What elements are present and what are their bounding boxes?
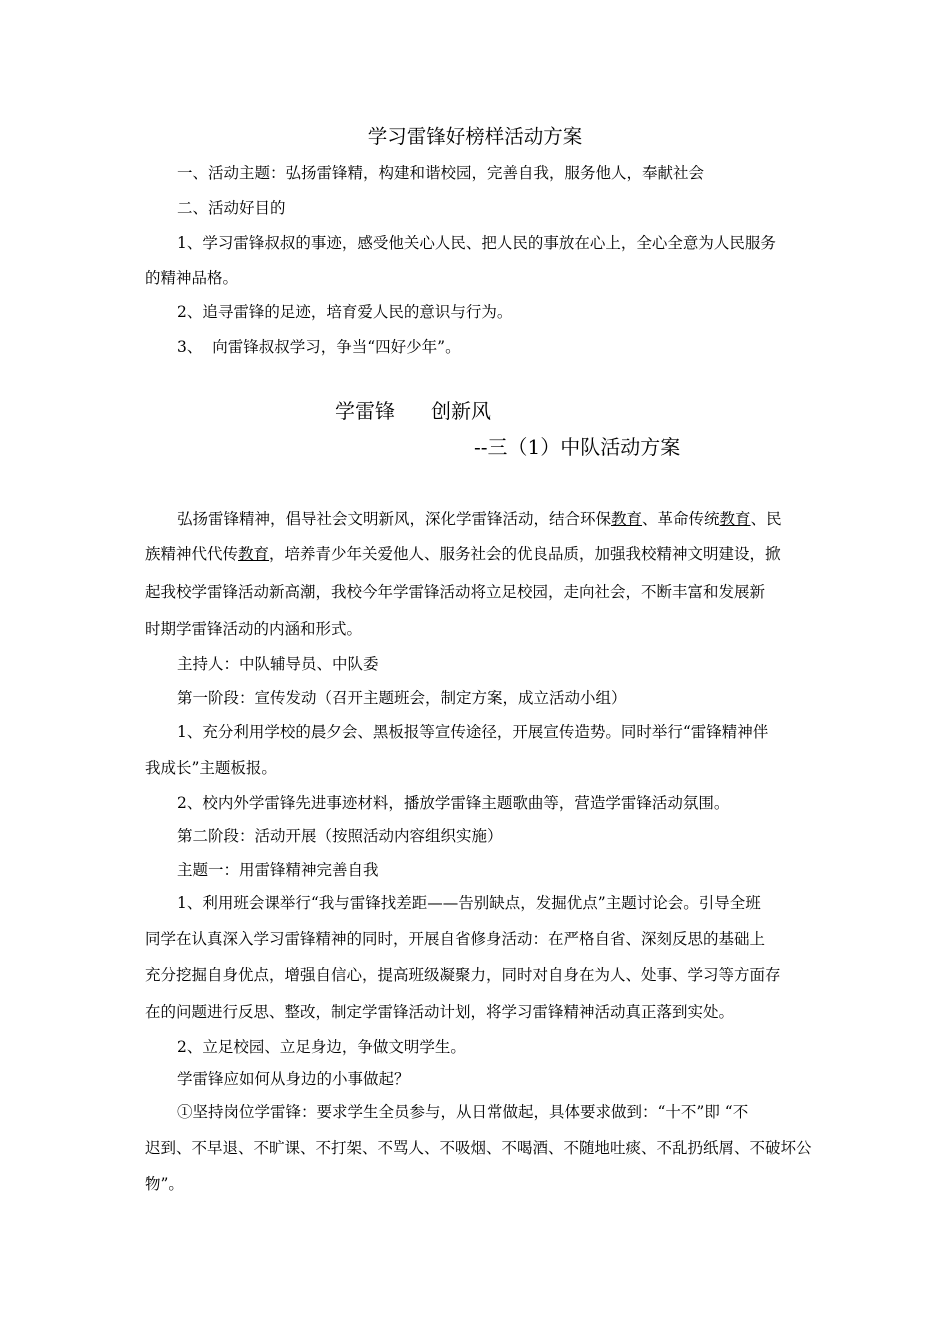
intro-text: 、革命传统 [642,510,720,528]
document-title: 学习雷锋好榜样活动方案 [367,125,583,148]
intro-line-1 [177,509,782,529]
stage-1-item-2: 2、校内外学雷锋先进事迹材料，播放学雷锋主题歌曲等，营造学雷锋活动氛围。 [177,794,730,812]
point-1-line-1: ①坚持岗位学雷锋：要求学生全员参与，从日常做起，具体要求做到：“十不”即 “不 [177,1103,749,1121]
purpose-item-1-line-2: 的精神品格。 [145,269,239,287]
stage-1-item-1-line-1: 1、充分利用学校的晨夕会、黑板报等宣传途径，开展宣传造势。同时举行“雷锋精神伴 [177,723,769,741]
topic-1-item-1-line-3: 充分挖掘自身优点，增强自信心，提高班级凝聚力，同时对自身在为人、处事、学习等方面存 [145,966,781,984]
intro-text: 弘扬雷锋精神，倡导社会文明新风，深化学雷锋活动，结合环保 [177,510,612,528]
intro-text: ，培养青少年关爱他人、服务社会的优良品质，加强我校精神文明建设，掀 [269,545,781,563]
topic-1-item-1-line-4: 在的问题进行反思、整改，制定学雷锋活动计划，将学习雷锋精神活动真正落到实处。 [145,1003,735,1021]
purpose-item-3: 3、 向雷锋叔叔学习，争当“四好少年”。 [177,338,461,356]
topic-1-item-1-line-2: 同学在认真深入学习雷锋精神的同时，开展自省修身活动：在严格自省、深刻反思的基础上 [145,930,766,948]
topic-1-heading: 主题一：用雷锋精神完善自我 [177,861,379,879]
purpose-item-1-line-1: 1、学习雷锋叔叔的事迹，感受他关心人民、把人民的事放在心上，全心全意为人民服务 [177,234,776,252]
point-1-line-2: 迟到、不早退、不旷课、不打架、不骂人、不吸烟、不喝酒、不随地吐痰、不乱扔纸屑、不破坏公 [145,1139,812,1157]
stage-2-heading: 第二阶段：活动开展（按照活动内容组织实施） [177,827,503,845]
topic-1-item-1-line-1: 1、利用班会课举行“我与雷锋找差距——告别缺点，发掘优点”主题讨论会。引导全班 [177,894,761,912]
intro-line-2 [145,544,781,564]
stage-1-heading: 第一阶段：宣传发动（召开主题班会，制定方案，成立活动小组） [177,689,627,707]
point-1-line-3: 物”。 [145,1175,184,1193]
section-title-part-1: 学雷锋 [335,399,395,423]
section-subtitle: --三（1）中队活动方案 [474,435,681,459]
section-title-part-2: 创新风 [431,399,491,423]
education-link[interactable]: 教育 [238,545,270,563]
section-title [335,398,491,424]
purpose-item-2: 2、追寻雷锋的足迹，培育爱人民的意识与行为。 [177,303,513,321]
purpose-heading: 二、活动好目的 [177,199,286,217]
intro-line-4: 时期学雷锋活动的内涵和形式。 [145,620,363,638]
education-link[interactable]: 教育 [611,510,643,528]
host-line: 主持人：中队辅导员、中队委 [177,655,379,673]
stage-1-item-1-line-2: 我成长”主题板报。 [145,759,277,777]
question-line: 学雷锋应如何从身边的小事做起？ [177,1070,410,1088]
education-link[interactable]: 教育 [719,510,751,528]
intro-line-3: 起我校学雷锋活动新高潮，我校今年学雷锋活动将立足校园，走向社会，不断丰富和发展新 [145,583,766,601]
intro-text: 、民 [750,510,782,528]
activity-theme: 一、活动主题：弘扬雷锋精，构建和谐校园，完善自我，服务他人，奉献社会 [177,164,705,182]
topic-1-item-2: 2、立足校园、立足身边，争做文明学生。 [177,1038,466,1056]
intro-text: 族精神代代传 [145,545,239,563]
